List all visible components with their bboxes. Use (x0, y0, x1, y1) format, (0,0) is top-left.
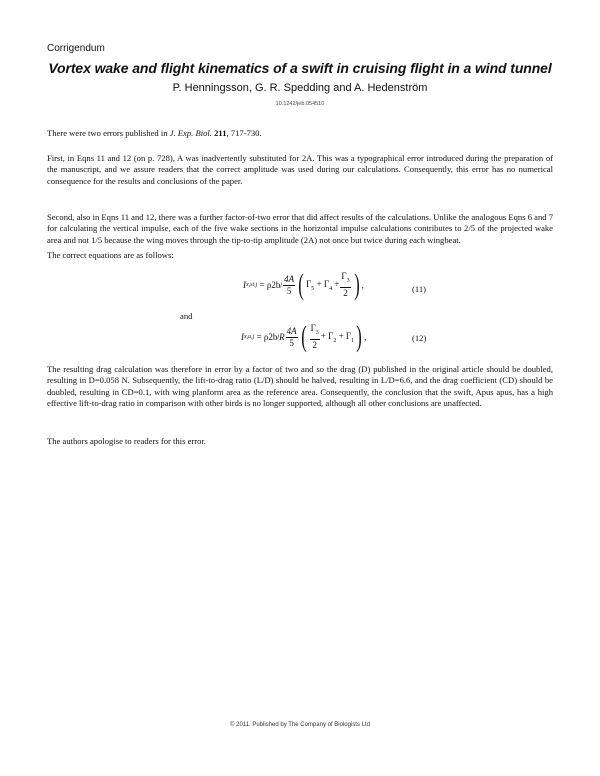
section-label: Corrigendum (47, 43, 105, 54)
doi[interactable]: 10.1242/jeb.054510 (275, 101, 325, 107)
equation-11: I x,st,j = ρ2b j $\frac{4A}{5}$ ( $\Gamma_5 + \Gamma_4$ + $\frac{\Gamma_3}{2}$ ) , (243, 268, 364, 301)
and-text: and (180, 311, 193, 321)
equation-12: I x,u,j = ρ2b j R $\frac{4A}{5}$ ( $\frac{\Gamma_3}{2}$ + $\Gamma_2 + \Gamma_1$ ) , (241, 320, 367, 353)
authors: P. Henningsson, G. R. Spedding and A. Hedenström (172, 82, 428, 94)
equations-intro: The correct equations are as follows: (47, 250, 174, 260)
paragraph-second-error: Second, also in Eqns 11 and 12, there was a further factor-of-two error that did affect results of the calculations. Unlike the analogous Eqns 6 and 7 for calculating the vertical impulse, each of the five wake sections in the horizontal impulse calculations contributes to 2/5 of the projected wake area and not 1/5 because the wing moves through the tip-to-tip amplitude (2A) not once but twice during each wingbeat. (47, 212, 553, 245)
apology-paragraph: The authors apologise to readers for this error. (47, 436, 206, 446)
equation-11-number: (11) (412, 284, 426, 294)
equation-12-number: (12) (412, 333, 427, 343)
copyright-footer: © 2011. Published by The Company of Biologists Ltd (230, 722, 370, 728)
paragraph-drag-result: The resulting drag calculation was therefore in error by a factor of two and so the drag (D) published in the original article should be doubled, resulting in D=0.058 N. Subsequently, the lift-to-drag ratio (L/D) should be halved, resulting in L/D=6.6, and the drag coefficient (CD) should be doubled, resulting in CD=0.1, with wing planform area as the reference area. Consequently, the conclusion that the swift, Apus apus, has a high effective lift-to-drag ratio in comparison with other birds is no longer supported, although all other conclusions are unaffected. (47, 364, 553, 408)
article-title: Vortex wake and flight kinematics of a swift in cruising flight in a wind tunnel (48, 60, 552, 76)
paragraph-first-error: First, in Eqns 11 and 12 (on p. 728), A was inadvertently substituted for 2A. This was a typographical error introduced during the preparation of the manuscript, and we assure readers that the correct amplitude was used during our calculations. Consequently, this error has no numerical consequence for the results and conclusions of the paper. (47, 153, 553, 186)
intro-paragraph: There were two errors published in J. Exp. Biol. 211, 717-730. (47, 128, 262, 138)
